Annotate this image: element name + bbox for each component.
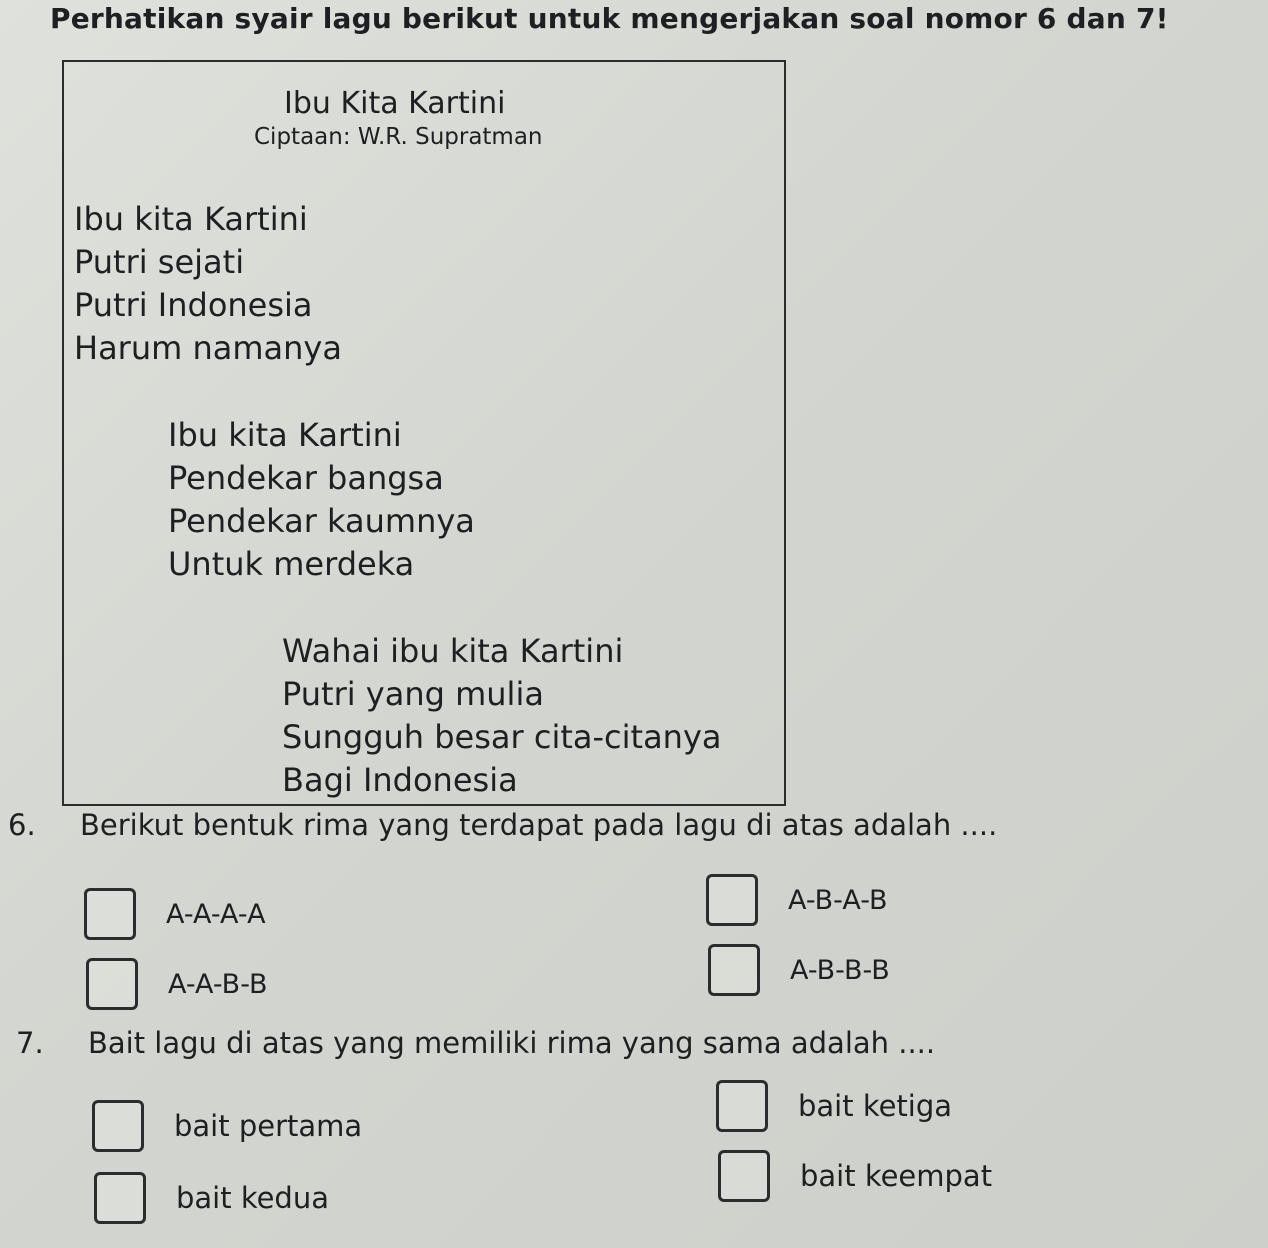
song-title: Ibu Kita Kartini [284,86,506,121]
stanza-line: Pendekar kaumnya [168,502,475,540]
stanza-line: Untuk merdeka [168,545,415,583]
checkbox[interactable] [84,888,136,940]
q6-option-b[interactable] [86,958,268,1010]
q7-option-c[interactable] [716,1080,952,1132]
option-label: A-A-B-B [168,968,268,1000]
option-label: A-A-A-A [166,898,266,930]
question-number: 6. [8,808,36,842]
question-6 [8,808,997,842]
q6-option-a[interactable] [84,888,266,940]
q6-option-d[interactable] [708,944,890,996]
checkbox[interactable] [92,1100,144,1152]
stanza-line: Bagi Indonesia [282,761,518,799]
stanza-line: Putri yang mulia [282,675,544,713]
option-label: A-B-B-B [790,954,890,986]
song-author: Ciptaan: W.R. Supratman [254,124,543,150]
stanza-line: Putri sejati [74,243,245,281]
checkbox[interactable] [94,1172,146,1224]
question-text: Bait lagu di atas yang memiliki rima yang sama adalah .... [88,1026,936,1060]
stanza-line: Harum namanya [74,329,342,367]
question-text: Berikut bentuk rima yang terdapat pada lagu di atas adalah .... [80,808,998,842]
option-label: bait keempat [800,1159,993,1193]
stanza-line: Sungguh besar cita-citanya [282,718,722,756]
question-number: 7. [16,1026,44,1060]
checkbox[interactable] [718,1150,770,1202]
option-label: bait ketiga [798,1089,953,1123]
option-label: bait pertama [174,1109,363,1143]
stanza-3 [282,630,722,802]
checkbox[interactable] [708,944,760,996]
q7-option-b[interactable] [94,1172,329,1224]
stanza-line: Ibu kita Kartini [168,416,402,454]
stanza-2 [168,414,475,586]
instruction-text: Perhatikan syair lagu berikut untuk mengerjakan soal nomor 6 dan 7! [50,2,1169,35]
stanza-line: Pendekar bangsa [168,459,444,497]
stanza-line: Putri Indonesia [74,286,313,324]
checkbox[interactable] [716,1080,768,1132]
stanza-1 [74,198,342,370]
stanza-line: Wahai ibu kita Kartini [282,632,624,670]
q6-option-c[interactable] [706,874,888,926]
q7-option-d[interactable] [718,1150,992,1202]
q7-option-a[interactable] [92,1100,362,1152]
stanza-line: Ibu kita Kartini [74,200,308,238]
option-label: bait kedua [176,1181,329,1215]
checkbox[interactable] [706,874,758,926]
option-label: A-B-A-B [788,884,888,916]
question-7 [16,1026,935,1060]
checkbox[interactable] [86,958,138,1010]
